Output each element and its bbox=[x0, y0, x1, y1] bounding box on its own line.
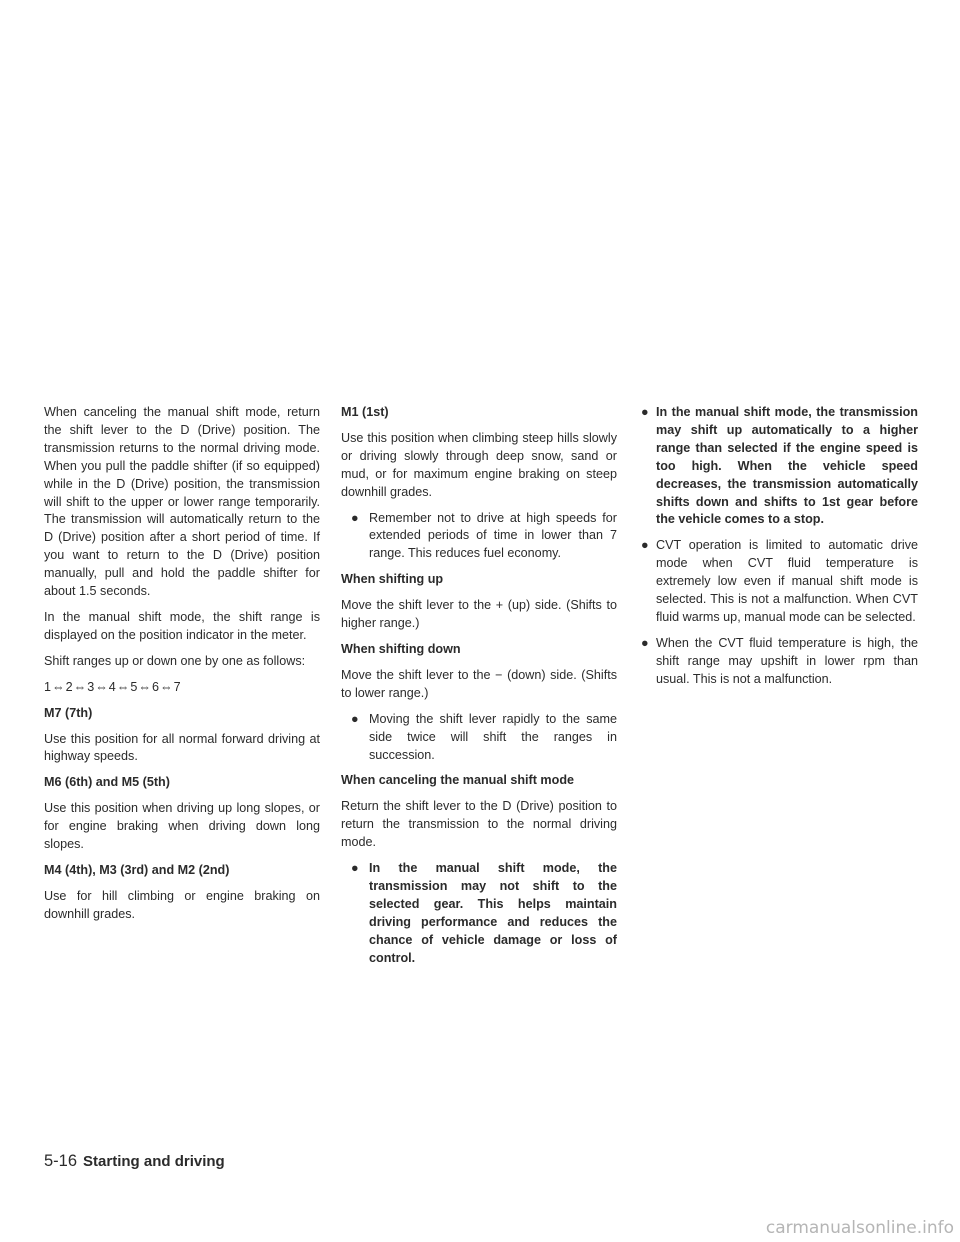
bullet-text: Moving the shift lever rapidly to the same side twice will shift the ranges in succession. bbox=[369, 711, 617, 762]
bullet-icon: ● bbox=[641, 405, 649, 419]
paragraph-cancel-intro: When canceling the manual shift mode, return the shift lever to the D (Drive) position. The transmission returns to the normal driving mode. When you pull the paddle shifter (if so equipped) while in the D (Drive) position, the transmission will shift to the upper or lower range temporarily. The transmission will automatically return to the D (Drive) position after a short period of time. If you want to return to the D (Drive) position manually, pull and hold the paddle shifter for about 1.5 seconds. bbox=[44, 405, 320, 599]
list-item bbox=[642, 537, 918, 627]
paragraph-m1: Use this position when climbing steep hills slowly or driving slowly through deep snow, sand or mud, or for maximum engine braking on steep downhill grades. bbox=[341, 430, 617, 499]
column-left bbox=[44, 404, 320, 932]
heading-m6-m5: M6 (6th) and M5 (5th) bbox=[44, 775, 170, 790]
bullet-icon: ● bbox=[351, 711, 359, 726]
paragraph-indicator: In the manual shift mode, the shift range is displayed on the position indicator in the meter. bbox=[44, 609, 320, 642]
column-middle bbox=[341, 404, 617, 975]
shift-sequence: 1⇔2⇔3⇔4⇔5⇔6⇔7 bbox=[44, 679, 182, 694]
bullet-text: When the CVT fluid temperature is high, the shift range may upshift in lower rpm than usual. This is not a malfunction. bbox=[656, 635, 918, 686]
heading-m4-m3-m2: M4 (4th), M3 (3rd) and M2 (2nd) bbox=[44, 862, 230, 877]
bullet-icon: ● bbox=[351, 861, 359, 876]
column-right bbox=[642, 404, 918, 697]
page-footer bbox=[44, 1152, 225, 1171]
bullet-text: CVT operation is limited to automatic drive mode when CVT fluid temperature is extremely low even if manual shift mode is selected. This is not a malfunction. When CVT fluid warms up, manual mode can be selected. bbox=[656, 538, 918, 624]
paragraph-cancel-manual: Return the shift lever to the D (Drive) position to return the transmission to the normal driving mode. bbox=[341, 799, 617, 850]
paragraph-m7: Use this position for all normal forward driving at highway speeds. bbox=[44, 731, 320, 764]
list-item bbox=[642, 404, 918, 529]
bullet-icon: ● bbox=[641, 538, 649, 553]
heading-shift-down: When shifting down bbox=[341, 641, 461, 656]
page-number: 5-16 bbox=[44, 1152, 78, 1170]
bullet-text: Remember not to drive at high speeds for extended periods of time in lower than 7 range. This reduces fuel economy. bbox=[369, 510, 617, 561]
bullet-icon: ● bbox=[641, 635, 649, 650]
paragraph-shift-down: Move the shift lever to the − (down) side. (Shifts to lower range.) bbox=[341, 667, 617, 700]
paragraph-shift-ranges: Shift ranges up or down one by one as follows: bbox=[44, 653, 306, 668]
bullet-text: In the manual shift mode, the transmission may not shift to the selected gear. This helps maintain driving performance and reduces the chance of vehicle damage or loss of control. bbox=[369, 861, 617, 965]
bullet-icon: ● bbox=[351, 510, 359, 525]
heading-m7: M7 (7th) bbox=[44, 705, 93, 720]
heading-shift-up: When shifting up bbox=[341, 572, 444, 587]
paragraph-shift-up: Move the shift lever to the + (up) side. (Shifts to higher range.) bbox=[341, 598, 617, 631]
list-item bbox=[341, 711, 617, 765]
section-title: Starting and driving bbox=[83, 1153, 225, 1170]
watermark: carmanualsonline.info bbox=[765, 1218, 954, 1238]
bullet-text: In the manual shift mode, the transmission may shift up automatically to a higher range than selected if the engine speed is too high. When the vehicle speed decreases, the transmission automatically shifts down and shifts to 1st gear before the vehicle comes to a stop. bbox=[656, 405, 918, 527]
list-item bbox=[341, 510, 617, 564]
list-item bbox=[642, 635, 918, 689]
list-item bbox=[341, 860, 617, 967]
heading-cancel-manual: When canceling the manual shift mode bbox=[341, 773, 575, 788]
paragraph-m4-m3-m2: Use for hill climbing or engine braking on downhill grades. bbox=[44, 888, 320, 921]
paragraph-m6-m5: Use this position when driving up long slopes, or for engine braking when driving down long slopes. bbox=[44, 801, 320, 852]
heading-m1: M1 (1st) bbox=[341, 405, 389, 419]
